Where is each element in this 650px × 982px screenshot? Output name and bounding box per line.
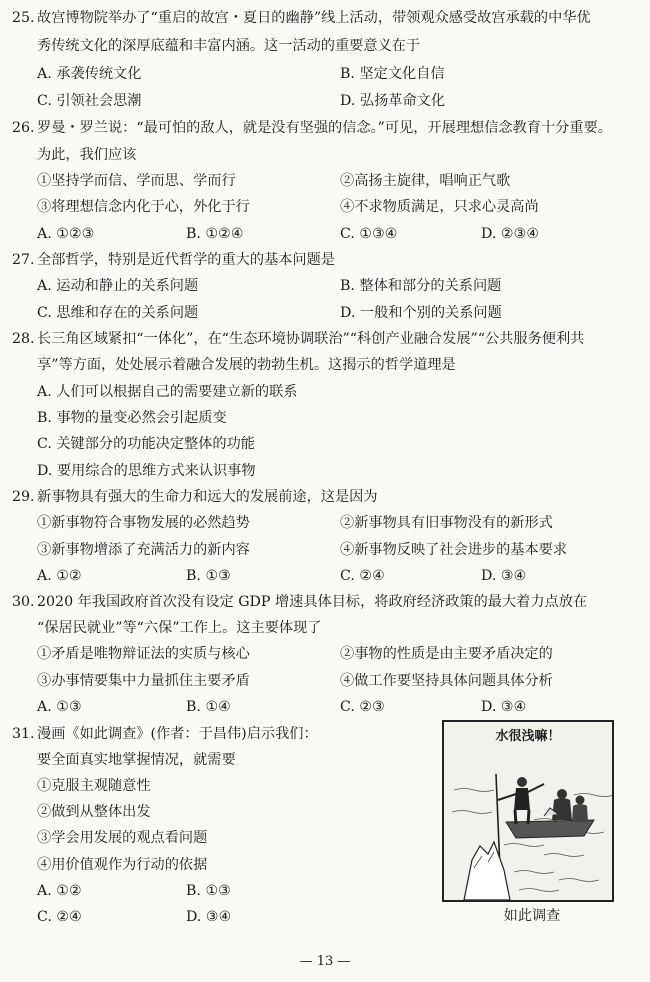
statement-item: ①坚持学而信、学而思、学而行 (37, 173, 236, 189)
statement-item: ③新事物增添了充满活力的新内容 (37, 542, 250, 558)
option-b: B. 坚定文化自信 (340, 66, 445, 82)
option-c: C. ②④ (37, 909, 82, 925)
option-a: A. 承袭传统文化 (37, 66, 142, 82)
statement-item: ②新事物具有旧事物没有的新形式 (340, 515, 553, 531)
question-number: 30. (12, 594, 35, 610)
option-d: D. 一般和个别的关系问题 (340, 305, 502, 321)
statement-item: ③将理想信念内化于心，外化于行 (37, 199, 250, 215)
statement-item: ①克服主观随意性 (37, 778, 151, 794)
option-a: A. ①②③ (37, 226, 95, 242)
statement-item: ②高扬主旋律，唱响正气歌 (340, 173, 511, 189)
question-stem: 秀传统文化的深厚底蕴和丰富内涵。这一活动的重要意义在于 (37, 38, 421, 54)
question-stem: 全部哲学，特别是近代哲学的重大的基本问题是 (37, 252, 335, 268)
statement-item: ②事物的性质是由主要矛盾决定的 (340, 646, 553, 662)
option-c: C. 思维和存在的关系问题 (37, 305, 199, 321)
question-stem: 罗曼・罗兰说：“最可怕的敌人，就是没有坚强的信念。”可见，开展理想信念教育十分重要。 (37, 120, 612, 136)
cartoon-title: 水很浅嘛！ (495, 729, 561, 744)
question-number: 29. (12, 489, 35, 505)
question-stem: 享”等方面，处处展示着融合发展的勃勃生机。这揭示的哲学道理是 (37, 357, 456, 373)
statement-item: ①矛盾是唯物辩证法的实质与核心 (37, 646, 250, 662)
question-number: 27. (12, 252, 35, 268)
question-number: 28. (12, 331, 35, 347)
statement-item: ①新事物符合事物发展的必然趋势 (37, 515, 250, 531)
option-b: B. ①③ (186, 568, 231, 584)
option-c: C. ②③ (340, 699, 385, 715)
question-stem: 要全面真实地掌握情况，就需要 (37, 752, 236, 768)
option-d: D. 弘扬革命文化 (340, 93, 446, 109)
statement-item: ④做工作要坚持具体问题具体分析 (340, 673, 553, 689)
question-number: 25. (12, 10, 35, 26)
option-b: B. ①③ (186, 883, 231, 899)
option-d: D. ③④ (186, 909, 232, 925)
option-b: B. ①④ (186, 699, 231, 715)
option-a: A. ①② (37, 568, 82, 584)
option-d: D. ③④ (481, 699, 527, 715)
statement-item: ④不求物质满足，只求心灵高尚 (340, 199, 539, 215)
option-d: D. ②③④ (481, 226, 540, 242)
cartoon-image (442, 720, 614, 902)
option-d: D. 要用综合的思维方式来认识事物 (37, 463, 256, 479)
option-c: C. 引领社会思潮 (37, 93, 142, 109)
question-number: 31. (12, 726, 35, 742)
question-stem: 故宫博物院举办了“重启的故宫・夏日的幽静”线上活动，带领观众感受故宫承载的中华优 (37, 10, 591, 26)
option-b: B. 事物的量变必然会引起质变 (37, 410, 227, 426)
statement-item: ③学会用发展的观点看问题 (37, 830, 208, 846)
cartoon-drawing (444, 750, 612, 900)
option-b: B. 整体和部分的关系问题 (340, 278, 502, 294)
question-stem: 漫画《如此调查》(作者：于昌伟)启示我们： (37, 726, 318, 742)
option-d: D. ③④ (481, 568, 527, 584)
question-stem: 长三角区域紧扣“一体化”，在“生态环境协调联治”“科创产业融合发展”“公共服务便利共 (37, 331, 585, 347)
question-stem: 2020 年我国政府首次没有设定 GDP 增速具体目标，将政府经济政策的最大着力点放在 (37, 594, 588, 610)
question-stem: 新事物具有强大的生命力和远大的发展前途，这是因为 (37, 489, 378, 505)
statement-item: ②做到从整体出发 (37, 804, 151, 820)
option-b: B. ①②④ (186, 226, 244, 242)
option-a: A. 人们可以根据自己的需要建立新的联系 (37, 384, 298, 400)
option-c: C. ①③④ (340, 226, 398, 242)
question-number: 26. (12, 120, 35, 136)
statement-item: ④新事物反映了社会进步的基本要求 (340, 542, 568, 558)
statement-item: ③办事情要集中力量抓住主要矛盾 (37, 673, 250, 689)
option-c: C. ②④ (340, 568, 385, 584)
option-a: A. 运动和静止的关系问题 (37, 278, 199, 294)
question-stem: 为此，我们应该 (37, 147, 137, 163)
option-a: A. ①③ (37, 699, 82, 715)
statement-item: ④用价值观作为行动的依据 (37, 857, 208, 873)
option-c: C. 关键部分的功能决定整体的功能 (37, 436, 255, 452)
cartoon-caption: 如此调查 (503, 908, 561, 924)
page-number: — 13 — (299, 954, 351, 969)
option-a: A. ①② (37, 883, 82, 899)
question-stem: “保居民就业”等“六保”工作上。这主要体现了 (37, 620, 322, 636)
